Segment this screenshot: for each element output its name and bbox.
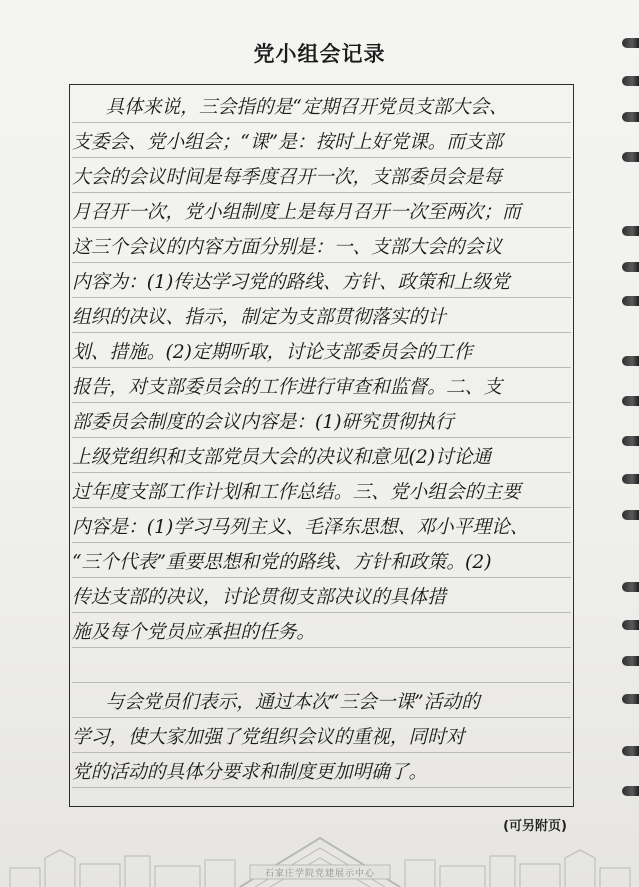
binding-ring [622, 76, 639, 86]
ruled-line [72, 297, 571, 298]
binding-ring [622, 656, 639, 666]
handwritten-line: 传达支部的决议，讨论贯彻支部决议的具体措 [72, 586, 446, 608]
handwritten-line: “三个代表”重要思想和党的路线、方针和政策。(2) [72, 551, 492, 573]
handwritten-line: 划、措施。(2)定期听取，讨论支部委员会的工作 [72, 341, 473, 363]
binding-ring [622, 436, 639, 446]
ruled-line [72, 542, 571, 543]
ruled-line [72, 752, 571, 753]
handwritten-line: 与会党员们表示，通过本次“三会一课”活动的 [105, 691, 480, 713]
handwritten-line: 党的活动的具体分要求和制度更加明确了。 [72, 761, 428, 783]
ruled-line [72, 437, 571, 438]
binding-ring [622, 620, 639, 630]
binding-ring [622, 510, 639, 520]
ruled-line [72, 717, 571, 718]
ruled-line [72, 577, 571, 578]
ruled-line [72, 682, 571, 683]
ruled-line [72, 122, 571, 123]
handwritten-line: 内容为：(1)传达学习党的路线、方针、政策和上级党 [72, 271, 510, 293]
handwritten-line: 施及每个党员应承担的任务。 [72, 621, 316, 643]
handwritten-line: 学习，使大家加强了党组织会议的重视，同时对 [72, 726, 465, 748]
ruled-line [72, 157, 571, 158]
ruled-line [72, 227, 571, 228]
footer-caption: 石家庄学院党建展示中心 [264, 869, 375, 879]
handwritten-line: 上级党组织和支部党员大会的决议和意见(2)讨论通 [72, 446, 492, 468]
page-title: 党小组会记录 [253, 42, 386, 66]
handwritten-line: 部委员会制度的会议内容是：(1)研究贯彻执行 [72, 411, 454, 433]
ruled-line [72, 612, 571, 613]
ruled-line [72, 367, 571, 368]
binding-ring [622, 582, 639, 592]
handwritten-line: 具体来说，三会指的是“定期召开党员支部大会、 [105, 96, 508, 118]
ruled-line [72, 472, 571, 473]
ruled-line [72, 787, 571, 788]
binding-ring [622, 396, 639, 406]
handwritten-line: 大会的会议时间是每季度召开一次，支部委员会是每 [72, 166, 503, 188]
binding-ring [622, 226, 639, 236]
ruled-line [72, 192, 571, 193]
handwritten-line: 月召开一次，党小组制度上是每月召开一次至两次；而 [72, 201, 521, 223]
handwritten-line: 支委会、党小组会；“课”是：按时上好党课。而支部 [72, 131, 503, 153]
handwritten-line: 这三个会议的内容方面分别是：一、支部大会的会议 [72, 236, 503, 258]
handwritten-line: 组织的决议、指示，制定为支部贯彻落实的计 [72, 306, 446, 328]
ruled-line [72, 332, 571, 333]
binding-ring [622, 296, 639, 306]
binding-ring [622, 474, 639, 484]
ruled-line [72, 507, 571, 508]
binding-ring [622, 746, 639, 756]
handwritten-line: 过年度支部工作计划和工作总结。三、党小组会的主要 [72, 481, 521, 503]
handwritten-line: 报告，对支部委员会的工作进行审查和监督。二、支 [72, 376, 503, 398]
binding-ring [622, 112, 639, 122]
ruled-line [72, 647, 571, 648]
binding-ring [622, 356, 639, 366]
more-pages-note: (可另附页) [503, 819, 567, 834]
ruled-line [72, 262, 571, 263]
binding-ring [622, 786, 639, 796]
binding-ring [622, 152, 639, 162]
binding-ring [622, 694, 639, 704]
handwritten-line: 内容是：(1)学习马列主义、毛泽东思想、邓小平理论、 [72, 516, 529, 538]
binding-ring [622, 262, 639, 272]
ruled-line [72, 402, 571, 403]
